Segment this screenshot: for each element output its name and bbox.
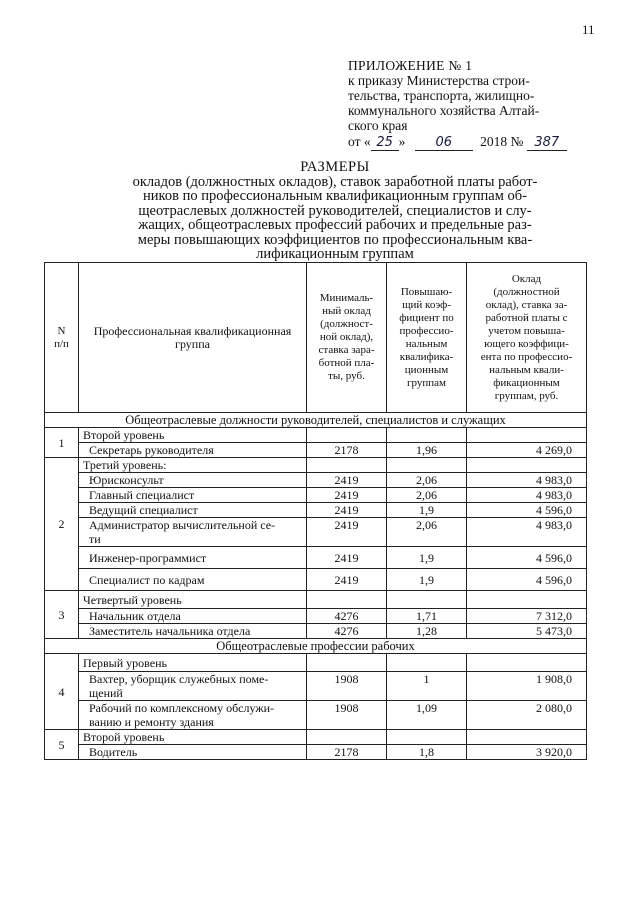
position-name: Секретарь руководителя bbox=[79, 443, 307, 458]
position-name: Заместитель начальника отдела bbox=[79, 624, 307, 639]
appendix-block bbox=[348, 58, 588, 151]
table-row bbox=[45, 443, 587, 458]
coefficient: 1,09 bbox=[387, 701, 467, 730]
coefficient: 1 bbox=[387, 672, 467, 701]
table-row bbox=[45, 488, 587, 503]
table-row bbox=[45, 609, 587, 624]
table-row bbox=[45, 518, 587, 547]
level-label: Третий уровень: bbox=[79, 458, 307, 473]
total-salary: 1 908,0 bbox=[467, 672, 587, 701]
coefficient: 2,06 bbox=[387, 518, 467, 547]
position-name: Юрисконсульт bbox=[79, 473, 307, 488]
level-row bbox=[45, 428, 587, 443]
total-salary: 4 596,0 bbox=[467, 503, 587, 518]
appendix-line: тельства, транспорта, жилищно- bbox=[348, 88, 535, 103]
group-number: 5 bbox=[45, 730, 79, 760]
level-label: Первый уровень bbox=[79, 654, 307, 672]
coefficient: 1,28 bbox=[387, 624, 467, 639]
table-row bbox=[45, 569, 587, 591]
min-salary: 4276 bbox=[307, 609, 387, 624]
table-row bbox=[45, 624, 587, 639]
coefficient: 1,96 bbox=[387, 443, 467, 458]
total-salary: 4 983,0 bbox=[467, 488, 587, 503]
header-min-salary: Минималь- ный оклад (должност- ной оклад), ставка зара- ботной пла- ты, руб. bbox=[307, 263, 387, 413]
total-salary: 4 596,0 bbox=[467, 569, 587, 591]
position-name: Специалист по кадрам bbox=[79, 569, 307, 591]
appendix-line: коммунального хозяйства Алтай- bbox=[348, 103, 540, 118]
page-number: 11 bbox=[582, 22, 595, 37]
header-group: Профессиональная квалификационная группа bbox=[79, 263, 307, 413]
handwritten-day: 25 bbox=[371, 135, 399, 151]
level-label: Второй уровень bbox=[79, 730, 307, 745]
total-salary: 2 080,0 bbox=[467, 701, 587, 730]
coefficient: 2,06 bbox=[387, 488, 467, 503]
heading-line: жащих, общеотраслевых профессий рабочих и предельные раз- bbox=[138, 217, 532, 233]
table-row bbox=[45, 672, 587, 701]
level-label: Второй уровень bbox=[79, 428, 307, 443]
coefficient: 1,9 bbox=[387, 547, 467, 569]
section-title: Общеотраслевые должности руководителей, специалистов и служащих bbox=[45, 413, 587, 428]
total-salary: 4 596,0 bbox=[467, 547, 587, 569]
year-number-label: 2018 № bbox=[480, 134, 524, 149]
table-row bbox=[45, 473, 587, 488]
heading-line: меры повышающих коэффициентов по профессиональным ква- bbox=[137, 231, 533, 248]
coefficient: 1,9 bbox=[387, 569, 467, 591]
heading-line: щеотраслевых должностей руководителей, специалистов и слу- bbox=[138, 202, 532, 219]
header-num: N п/п bbox=[45, 263, 79, 413]
level-row bbox=[45, 591, 587, 609]
table-row bbox=[45, 547, 587, 569]
document-heading bbox=[105, 160, 565, 262]
appendix-title: ПРИЛОЖЕНИЕ № 1 bbox=[348, 58, 473, 73]
group-number: 3 bbox=[45, 591, 79, 639]
date-prefix: от « bbox=[348, 134, 371, 149]
min-salary: 1908 bbox=[307, 701, 387, 730]
position-name: Главный специалист bbox=[79, 488, 307, 503]
position-name: Вахтер, уборщик служебных поме- щений bbox=[79, 672, 307, 701]
position-name: Начальник отдела bbox=[79, 609, 307, 624]
handwritten-month: 06 bbox=[415, 135, 473, 151]
group-number: 1 bbox=[45, 428, 79, 458]
heading-line: ников по профессиональным квалификационным группам об- bbox=[143, 188, 527, 204]
salary-table bbox=[44, 262, 587, 760]
heading-line: окладов (должностных окладов), ставок заработной платы работ- bbox=[132, 173, 538, 190]
total-salary: 4 269,0 bbox=[467, 443, 587, 458]
table-row bbox=[45, 701, 587, 730]
position-name: Инженер-программист bbox=[79, 547, 307, 569]
min-salary: 2178 bbox=[307, 745, 387, 760]
header-salary-with-coef: Оклад (должностной оклад), ставка за- работной платы с учетом повыша- ющего коэффици- ента по профессио- нальным квали- фикационным группам, руб. bbox=[467, 263, 587, 413]
min-salary: 2419 bbox=[307, 488, 387, 503]
heading-line: лификационным группам bbox=[256, 246, 414, 262]
total-salary: 4 983,0 bbox=[467, 473, 587, 488]
appendix-line: к приказу Министерства строи- bbox=[348, 73, 530, 88]
section-row bbox=[45, 413, 587, 428]
position-name: Рабочий по комплексному обслужи- ванию и ремонту здания bbox=[79, 701, 307, 730]
min-salary: 2419 bbox=[307, 518, 387, 547]
table-row bbox=[45, 745, 587, 760]
section-title: Общеотраслевые профессии рабочих bbox=[45, 639, 587, 654]
position-name: Водитель bbox=[79, 745, 307, 760]
min-salary: 2419 bbox=[307, 473, 387, 488]
group-number: 2 bbox=[45, 458, 79, 591]
total-salary: 5 473,0 bbox=[467, 624, 587, 639]
table-header-row bbox=[45, 263, 587, 413]
handwritten-order-number: 387 bbox=[527, 135, 567, 151]
group-number: 4 bbox=[45, 654, 79, 730]
min-salary: 4276 bbox=[307, 624, 387, 639]
level-row bbox=[45, 730, 587, 745]
table-row bbox=[45, 503, 587, 518]
level-row bbox=[45, 458, 587, 473]
coefficient: 2,06 bbox=[387, 473, 467, 488]
min-salary: 1908 bbox=[307, 672, 387, 701]
level-label: Четвертый уровень bbox=[79, 591, 307, 609]
total-salary: 3 920,0 bbox=[467, 745, 587, 760]
position-name: Администратор вычислительной се- ти bbox=[79, 518, 307, 547]
date-mid: » bbox=[398, 134, 406, 149]
total-salary: 7 312,0 bbox=[467, 609, 587, 624]
coefficient: 1,9 bbox=[387, 503, 467, 518]
total-salary: 4 983,0 bbox=[467, 518, 587, 547]
appendix-line: ского края bbox=[348, 118, 408, 133]
order-date-line bbox=[348, 134, 588, 151]
coefficient: 1,71 bbox=[387, 609, 467, 624]
min-salary: 2419 bbox=[307, 547, 387, 569]
coefficient: 1,8 bbox=[387, 745, 467, 760]
min-salary: 2419 bbox=[307, 569, 387, 591]
min-salary: 2419 bbox=[307, 503, 387, 518]
section-row bbox=[45, 639, 587, 654]
heading-title: РАЗМЕРЫ bbox=[300, 159, 370, 175]
level-row bbox=[45, 654, 587, 672]
header-coefficient: Повышаю- щий коэф- фициент по профессио- нальным квалифика- ционным группам bbox=[387, 263, 467, 413]
position-name: Ведущий специалист bbox=[79, 503, 307, 518]
min-salary: 2178 bbox=[307, 443, 387, 458]
